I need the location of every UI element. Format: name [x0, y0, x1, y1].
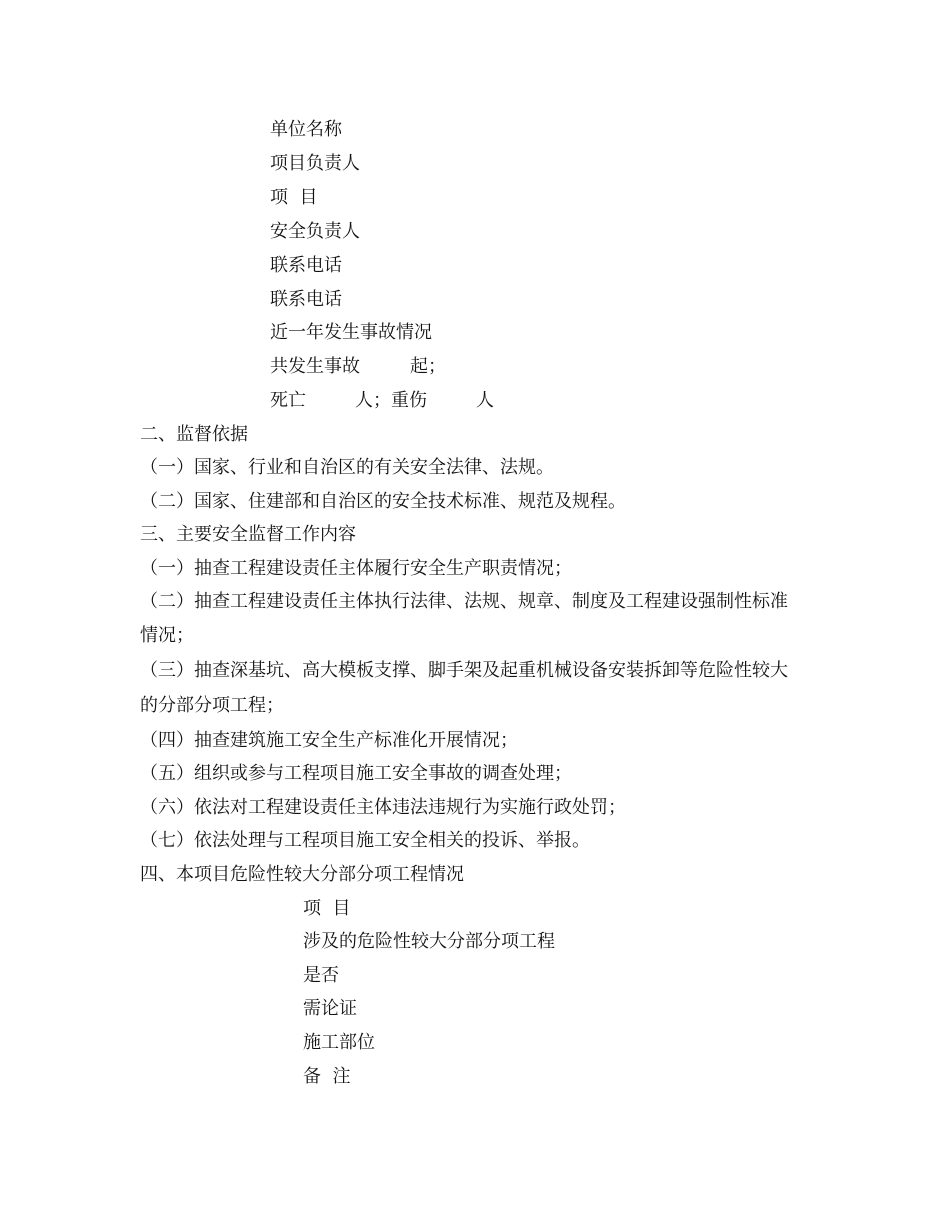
project-label: 项 目 [270, 187, 318, 208]
safety-manager-label: 安全负责人 [270, 221, 360, 242]
table-column-project: 项 目 [303, 898, 351, 919]
section3-item: （二）抽查工程建设责任主体执行法律、法规、规章、制度及工程建设强制性标准 [140, 591, 788, 612]
section3-item: （五）组织或参与工程项目施工安全事故的调查处理； [140, 763, 572, 784]
section3-item: （三）抽查深基坑、高大模板支撑、脚手架及起重机械设备安装拆卸等危险性较大 [140, 660, 788, 681]
section3-item-continuation: 的分部分项工程； [140, 695, 284, 716]
table-column-needs-review: 需论证 [303, 998, 357, 1019]
accidents-total-prefix: 共发生事故 [270, 356, 360, 377]
deaths-mid: 人；重伤 [355, 390, 427, 411]
casualties-row [270, 389, 570, 413]
section3-heading: 三、主要安全监督工作内容 [140, 524, 356, 545]
section2-heading: 二、监督依据 [140, 424, 248, 445]
section3-item: （四）抽查建筑施工安全生产标准化开展情况； [140, 730, 518, 751]
section3-item: （一）抽查工程建设责任主体履行安全生产职责情况； [140, 558, 572, 579]
section3-item: （七）依法处理与工程项目施工安全相关的投诉、举报。 [140, 830, 590, 851]
serious-injury-suffix: 人 [476, 390, 494, 411]
project-manager-label: 项目负责人 [270, 153, 360, 174]
section3-item: （六）依法对工程建设责任主体违法违规行为实施行政处罚； [140, 797, 626, 818]
accidents-total-row [270, 355, 570, 379]
accidents-total-suffix: 起； [410, 356, 446, 377]
deaths-prefix: 死亡 [270, 390, 306, 411]
section2-item: （二）国家、住建部和自治区的安全技术标准、规范及规程。 [140, 491, 626, 512]
section2-item: （一）国家、行业和自治区的有关安全法律、法规。 [140, 457, 554, 478]
table-column-dangerous-works: 涉及的危险性较大分部分项工程 [303, 931, 555, 952]
unit-name-label: 单位名称 [270, 119, 342, 140]
table-column-remarks: 备 注 [303, 1066, 351, 1087]
section4-heading: 四、本项目危险性较大分部分项工程情况 [140, 864, 464, 885]
table-column-construction-location: 施工部位 [303, 1032, 375, 1053]
section3-item-continuation: 情况； [140, 625, 194, 646]
phone-label-2: 联系电话 [270, 289, 342, 310]
accidents-last-year-label: 近一年发生事故情况 [270, 322, 432, 343]
table-column-whether: 是否 [303, 965, 339, 986]
phone-label-1: 联系电话 [270, 255, 342, 276]
